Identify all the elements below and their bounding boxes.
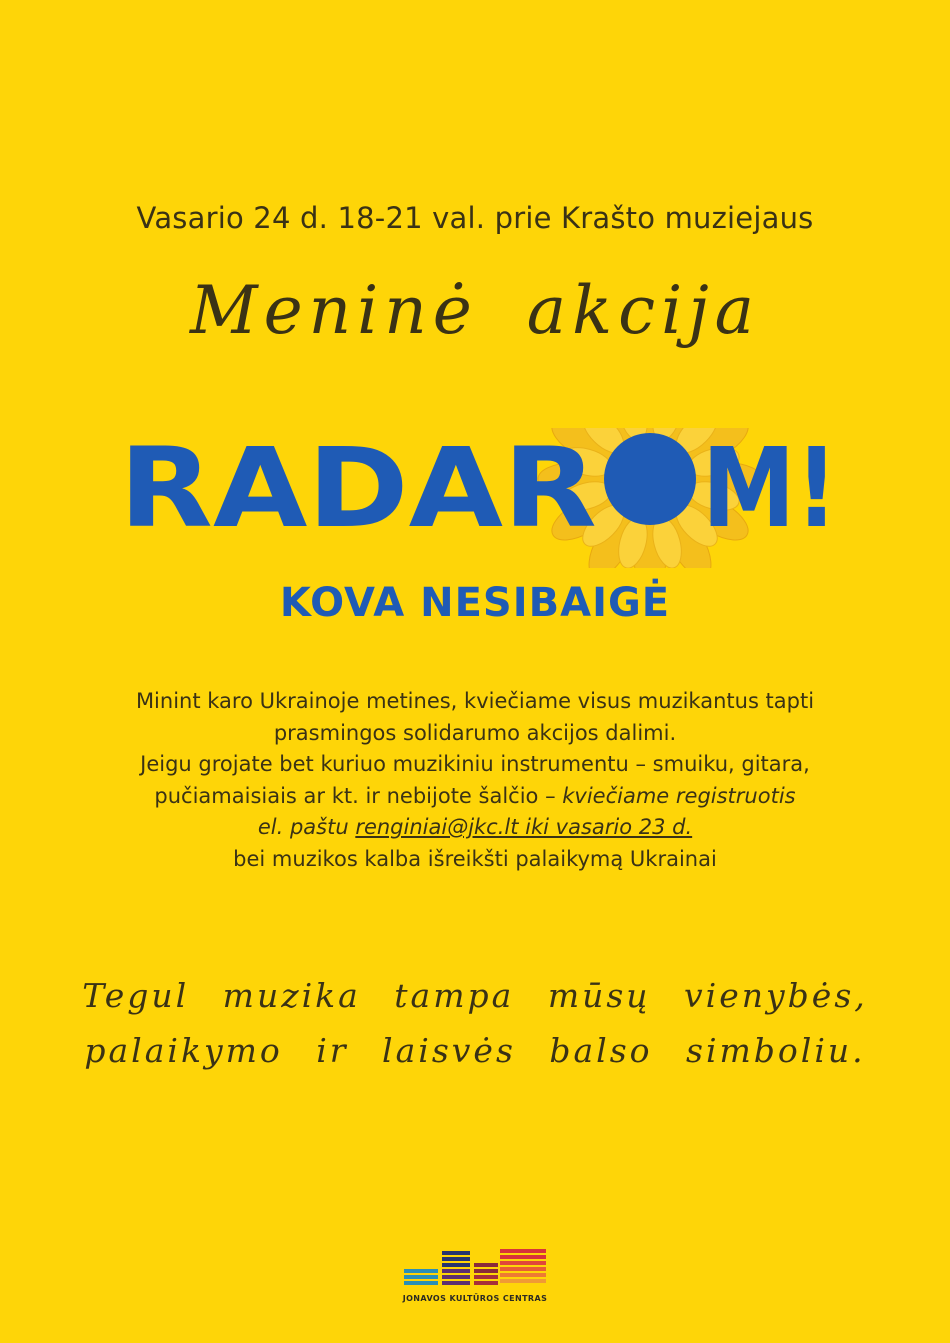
main-title-after: M! [702,428,838,552]
body-line-3: Jeigu grojate bet kuriuo muzikiniu instrumentu – smuiku, gitara, [140,752,810,776]
quote-line-2: palaikymo ir laisvės balso simboliu. [84,1031,866,1070]
main-title-before: RADAR [119,428,597,552]
body-text [0,686,950,875]
body-line-5 [0,812,950,844]
main-title [0,428,950,552]
logo-name: JONAVOS KULTŪROS CENTRAS [402,1294,548,1303]
email-link[interactable]: renginiai@jkc.lt iki vasario 23 d. [355,815,693,839]
body-line-2: prasmingos solidarumo akcijos dalimi. [273,720,677,745]
quote-line-1: Tegul muzika tampa mūsų vienybės, [82,976,868,1015]
main-title-graphic [0,428,950,568]
body-line-4-italic: kviečiame registruotis [562,783,796,808]
body-line-5-italic: el. paštu [257,815,356,839]
sunflower-center-o [604,433,696,525]
event-date-location: Vasario 24 d. 18-21 val. prie Krašto muziejaus [136,201,814,235]
subtitle: KOVA NESIBAIGĖ [279,580,671,626]
body-line-4 [0,781,950,813]
body-line-4-plain: pučiamaisiais ar kt. ir nebijote šalčio – [154,783,563,808]
body-line-1: Minint karo Ukrainoje metines, kviečiame visus muzikantus tapti [135,689,815,713]
quote [0,968,950,1078]
script-title: Meninė akcija [189,272,761,349]
body-line-6: bei muzikos kalba išreikšti palaikymą Ukrainai [233,846,717,871]
